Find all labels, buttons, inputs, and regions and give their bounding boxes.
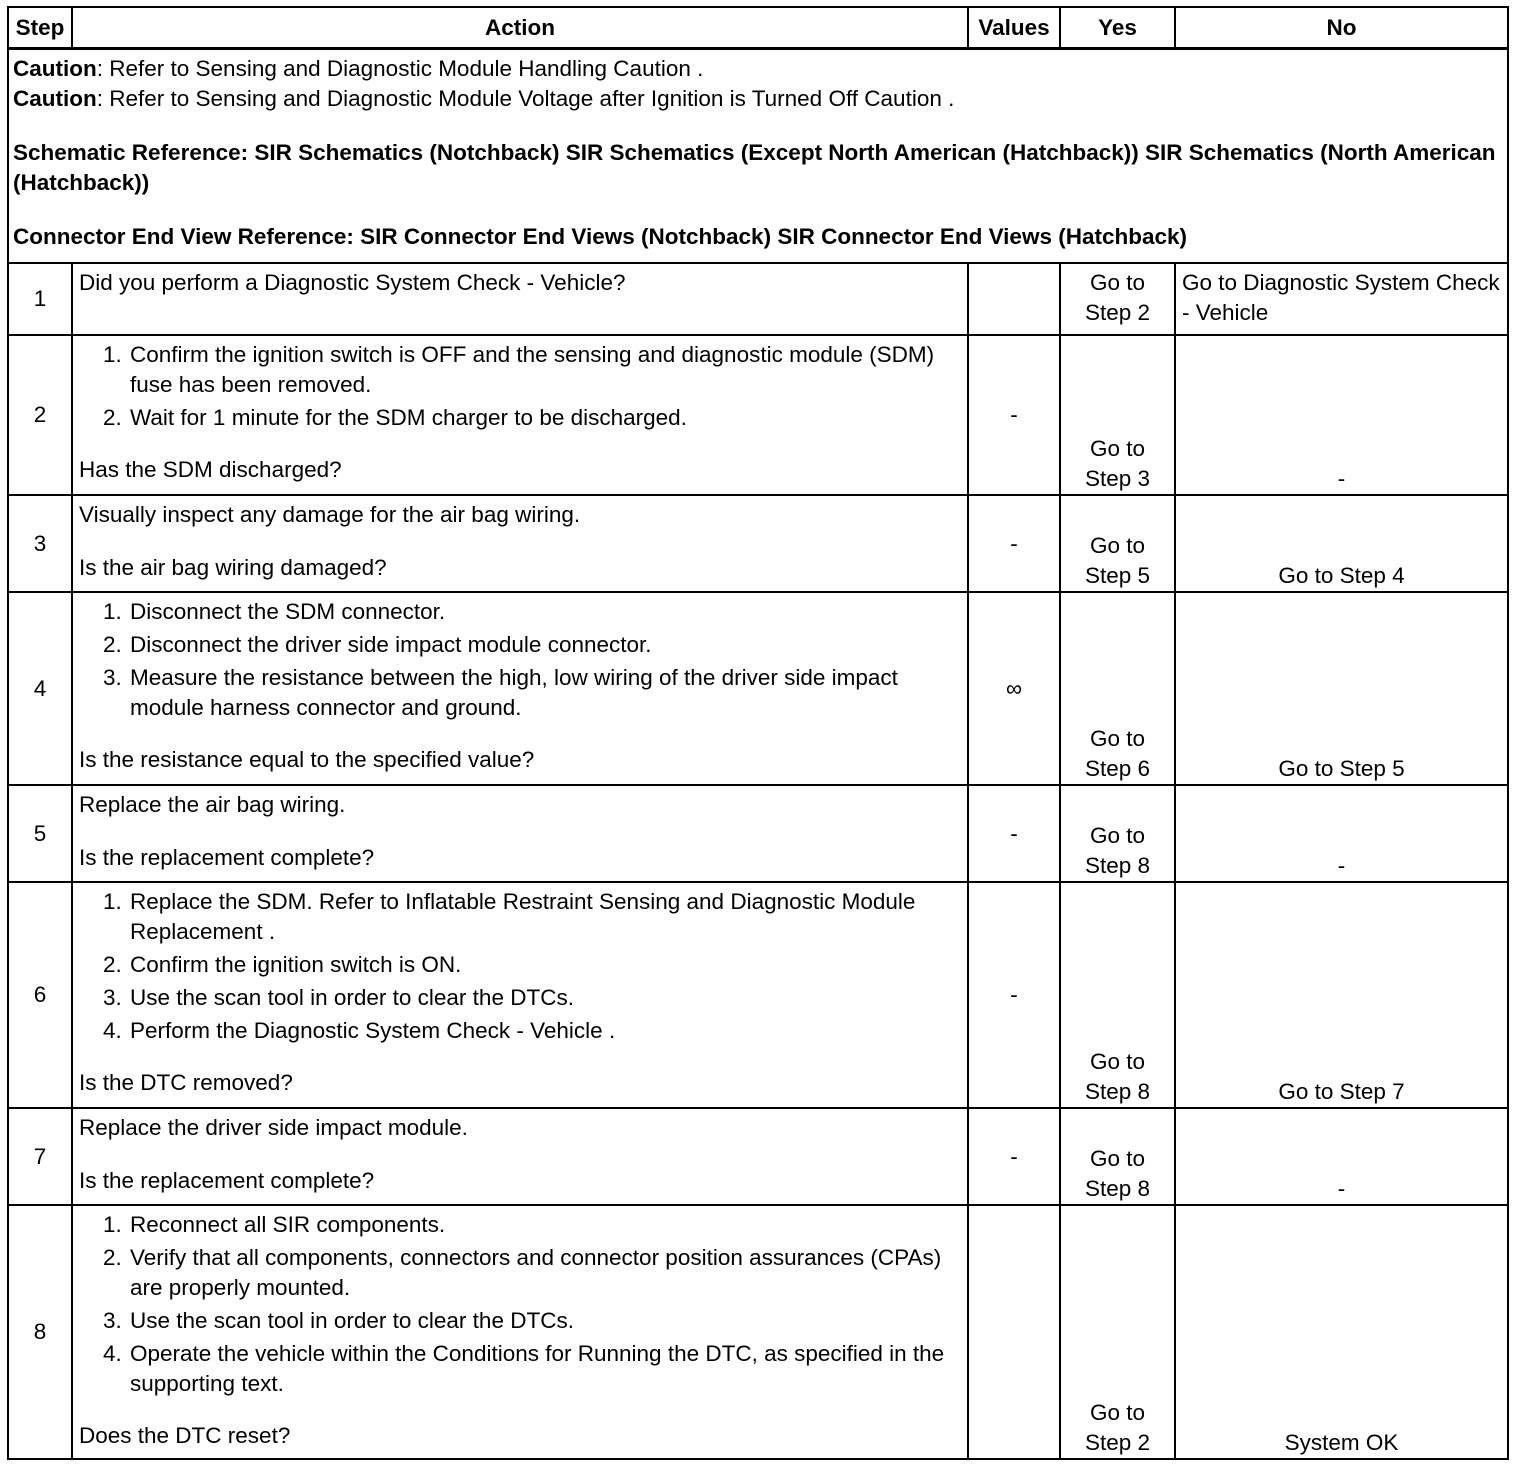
step-value: - — [968, 495, 1060, 592]
step-no: System OK — [1175, 1205, 1508, 1459]
step-value: - — [968, 1108, 1060, 1205]
step-action — [72, 592, 968, 785]
step-question: Is the resistance equal to the specified value? — [79, 747, 535, 772]
step-action: Replace the driver side impact module. Is the replacement complete? — [72, 1108, 968, 1205]
header-no: No — [1175, 7, 1508, 49]
step-value — [968, 1205, 1060, 1459]
table-row — [8, 785, 1508, 882]
step-question: Does the DTC reset? — [79, 1423, 291, 1448]
step-value: - — [968, 785, 1060, 882]
header-values: Values — [968, 7, 1060, 49]
table-row — [8, 1205, 1508, 1459]
intro-row — [8, 49, 1508, 264]
step-yes: Go to Step 2 — [1060, 263, 1175, 335]
intro-cell — [8, 49, 1508, 264]
connector-reference: Connector End View Reference: SIR Connector End Views (Notchback) SIR Connector End Views (Hatchback) — [13, 224, 1187, 249]
step-question: Is the replacement complete? — [79, 845, 375, 870]
table-row — [8, 335, 1508, 495]
step-list: 1. Reconnect all SIR components. 2. Verify that all components, connectors and connector position assurances (CPAs) are properly mounted. 3. Use the scan tool in order to clear the DTCs. 4. Operate the vehicle within the Conditions for Running the DTC, as specified in the supporting text. — [79, 1210, 961, 1399]
step-no: - — [1175, 1108, 1508, 1205]
caution-1: Caution: Refer to Sensing and Diagnostic Module Handling Caution . — [13, 56, 704, 81]
step-question: Is the replacement complete? — [79, 1168, 375, 1193]
step-yes: Go to Step 6 — [1060, 592, 1175, 785]
step-action: Visually inspect any damage for the air bag wiring. Is the air bag wiring damaged? — [72, 495, 968, 592]
step-yes: Go to Step 3 — [1060, 335, 1175, 495]
step-value: - — [968, 335, 1060, 495]
step-yes: Go to Step 2 — [1060, 1205, 1175, 1459]
table-row — [8, 592, 1508, 785]
step-no: - — [1175, 785, 1508, 882]
step-number: 4 — [8, 592, 72, 785]
step-action — [72, 882, 968, 1108]
step-number: 7 — [8, 1108, 72, 1205]
table-row — [8, 495, 1508, 592]
table-row — [8, 1108, 1508, 1205]
table-row — [8, 263, 1508, 335]
step-list: 1. Confirm the ignition switch is OFF and the sensing and diagnostic module (SDM) fuse has been removed. 2. Wait for 1 minute for the SDM charger to be discharged. — [79, 340, 961, 433]
header-yes: Yes — [1060, 7, 1175, 49]
step-no: Go to Diagnostic System Check - Vehicle — [1175, 263, 1508, 335]
step-number: 2 — [8, 335, 72, 495]
step-action: Replace the air bag wiring. Is the replacement complete? — [72, 785, 968, 882]
step-value: - — [968, 882, 1060, 1108]
step-no: Go to Step 7 — [1175, 882, 1508, 1108]
step-action — [72, 335, 968, 495]
header-step: Step — [8, 7, 72, 49]
step-no: Go to Step 5 — [1175, 592, 1508, 785]
schematic-reference: Schematic Reference: SIR Schematics (Notchback) SIR Schematics (Except North American (Hatchback)) SIR Schematics (North American (Hatchback)) — [13, 140, 1496, 195]
diagnostic-table — [7, 6, 1509, 1460]
step-number: 3 — [8, 495, 72, 592]
caution-2: Caution: Refer to Sensing and Diagnostic Module Voltage after Ignition is Turned Off Caution . — [13, 86, 955, 111]
step-action — [72, 1205, 968, 1459]
step-list: 1. Replace the SDM. Refer to Inflatable Restraint Sensing and Diagnostic Module Replacement . 2. Confirm the ignition switch is ON. 3. Use the scan tool in order to clear the DTCs. 4. Perform the Diagnostic System Check - Vehicle . — [79, 887, 961, 1046]
step-number: 5 — [8, 785, 72, 882]
step-question: Is the air bag wiring damaged? — [79, 555, 387, 580]
step-value — [968, 263, 1060, 335]
table-row — [8, 882, 1508, 1108]
step-list: 1. Disconnect the SDM connector. 2. Disconnect the driver side impact module connector. 3. Measure the resistance between the high, low wiring of the driver side impact module harness connector and ground. — [79, 597, 961, 723]
header-action: Action — [72, 7, 968, 49]
step-no: - — [1175, 335, 1508, 495]
step-value: ∞ — [968, 592, 1060, 785]
step-action: Did you perform a Diagnostic System Check - Vehicle? — [72, 263, 968, 335]
step-no: Go to Step 4 — [1175, 495, 1508, 592]
step-number: 8 — [8, 1205, 72, 1459]
step-question: Has the SDM discharged? — [79, 457, 342, 482]
step-number: 6 — [8, 882, 72, 1108]
step-yes: Go to Step 8 — [1060, 785, 1175, 882]
step-number: 1 — [8, 263, 72, 335]
step-yes: Go to Step 8 — [1060, 882, 1175, 1108]
step-question: Is the DTC removed? — [79, 1070, 293, 1095]
step-yes: Go to Step 8 — [1060, 1108, 1175, 1205]
step-yes: Go to Step 5 — [1060, 495, 1175, 592]
header-row — [8, 7, 1508, 49]
